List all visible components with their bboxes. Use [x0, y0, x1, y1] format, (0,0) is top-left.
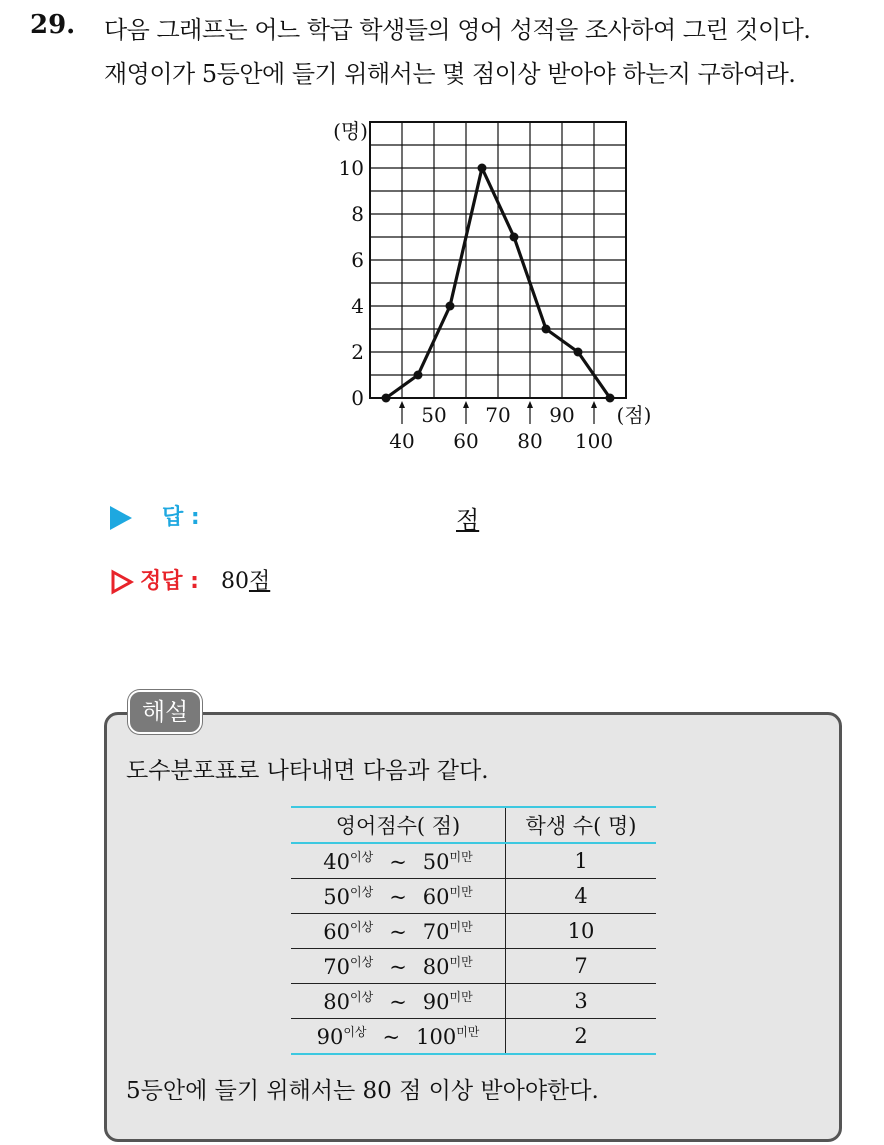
- frequency-table: [291, 806, 656, 1055]
- student-count-cell: 7: [506, 949, 657, 984]
- data-point: [446, 302, 455, 311]
- range-from: 50: [323, 885, 350, 909]
- student-count-cell: 3: [506, 984, 657, 1019]
- y-tick-label: 10: [338, 156, 364, 180]
- range-from: 90: [316, 1025, 344, 1049]
- score-range-cell: [291, 1019, 506, 1055]
- data-point: [510, 233, 519, 242]
- data-point: [606, 394, 615, 403]
- x-tick-label-upper: 70: [485, 403, 511, 427]
- above-mark: 이상: [350, 955, 374, 969]
- range-from: 40: [323, 850, 350, 874]
- x-tick-label-lower: 100: [574, 429, 614, 453]
- table-row: [291, 914, 656, 949]
- above-mark: 이상: [350, 990, 374, 1004]
- student-count-cell: 10: [506, 914, 657, 949]
- range-tilde: ~: [389, 955, 407, 979]
- below-mark: 미만: [456, 1025, 480, 1039]
- x-tick-label-upper: 50: [421, 403, 447, 427]
- answer-blank-unit: 점: [456, 506, 480, 534]
- x-arrow-head: [463, 401, 469, 408]
- y-axis-unit: (명): [333, 119, 368, 143]
- student-count-cell: 2: [506, 1019, 657, 1055]
- score-range-cell: [291, 949, 506, 984]
- range-from: 80: [323, 990, 350, 1014]
- answer-row: [110, 500, 200, 531]
- table-row: [291, 879, 656, 914]
- answer-label: 답 :: [162, 505, 200, 530]
- data-point: [382, 394, 391, 403]
- x-tick-label-upper: 90: [549, 403, 575, 427]
- correct-answer-label: 정답 :: [140, 569, 199, 594]
- range-tilde: ~: [389, 990, 407, 1014]
- correct-answer-value: 80: [220, 569, 249, 594]
- table-body: [291, 843, 656, 1054]
- explanation-tag: 해설: [128, 690, 202, 734]
- data-point: [542, 325, 551, 334]
- x-tick-label-lower: 60: [453, 429, 479, 453]
- y-tick-label: 6: [351, 248, 364, 272]
- question-text-line2: 재영이가 5등안에 들기 위해서는 몇 점이상 받아야 하는지 구하여라.: [104, 60, 796, 88]
- table-row: [291, 949, 656, 984]
- play-triangle-icon: [110, 506, 132, 530]
- range-to: 90: [422, 990, 450, 1014]
- above-mark: 이상: [350, 850, 374, 864]
- x-tick-label-lower: 80: [517, 429, 543, 453]
- y-tick-label: 2: [351, 340, 364, 364]
- data-point: [414, 371, 423, 380]
- y-tick-label: 4: [351, 294, 364, 318]
- table-row: [291, 1019, 656, 1055]
- table-row: [291, 843, 656, 879]
- student-count-cell: 1: [506, 843, 657, 879]
- range-to: 70: [422, 920, 450, 944]
- student-count-cell: 4: [506, 879, 657, 914]
- above-mark: 이상: [350, 885, 374, 899]
- frequency-polygon-chart: [300, 110, 660, 460]
- below-mark: 미만: [449, 990, 473, 1004]
- header-score: 영어점수( 점): [291, 807, 506, 843]
- x-arrow-head: [527, 401, 533, 408]
- score-range-cell: [291, 984, 506, 1019]
- correct-answer-unit: 점: [248, 569, 271, 594]
- range-from: 60: [323, 920, 350, 944]
- score-range-cell: [291, 914, 506, 949]
- data-point: [478, 164, 487, 173]
- x-axis-unit: (점): [616, 403, 652, 427]
- range-to: 50: [422, 850, 450, 874]
- table-row: [291, 984, 656, 1019]
- range-tilde: ~: [389, 920, 407, 944]
- range-tilde: ~: [389, 850, 407, 874]
- x-arrow-head: [591, 401, 597, 408]
- data-point: [574, 348, 583, 357]
- y-tick-label: 8: [351, 202, 364, 226]
- table-header-row: [291, 807, 656, 843]
- outline-triangle-icon: [110, 569, 134, 595]
- x-tick-label-lower: 40: [389, 429, 415, 453]
- question-number: 29.: [30, 10, 76, 40]
- below-mark: 미만: [449, 850, 473, 864]
- header-count: 학생 수( 명): [506, 807, 657, 843]
- explanation-intro: 도수분포표로 나타내면 다음과 같다.: [126, 758, 489, 784]
- below-mark: 미만: [449, 920, 473, 934]
- score-range-cell: [291, 879, 506, 914]
- above-mark: 이상: [343, 1025, 367, 1039]
- chart-labels: [333, 119, 651, 453]
- above-mark: 이상: [350, 920, 374, 934]
- y-tick-label: 0: [351, 386, 364, 410]
- range-tilde: ~: [382, 1025, 401, 1049]
- explanation-conclusion: 5등안에 들기 위해서는 80 점 이상 받아야한다.: [126, 1078, 599, 1104]
- correct-answer-row: [110, 564, 270, 595]
- score-range-cell: [291, 843, 506, 879]
- range-to: 80: [422, 955, 450, 979]
- range-to: 60: [422, 885, 450, 909]
- below-mark: 미만: [449, 955, 473, 969]
- below-mark: 미만: [449, 885, 473, 899]
- question-text-line1: 다음 그래프는 어느 학급 학생들의 영어 성적을 조사하여 그린 것이다.: [104, 16, 811, 44]
- range-from: 70: [323, 955, 350, 979]
- x-arrow-head: [399, 401, 405, 408]
- range-tilde: ~: [389, 885, 407, 909]
- range-to: 100: [416, 1025, 457, 1049]
- chart-grid: [370, 122, 626, 398]
